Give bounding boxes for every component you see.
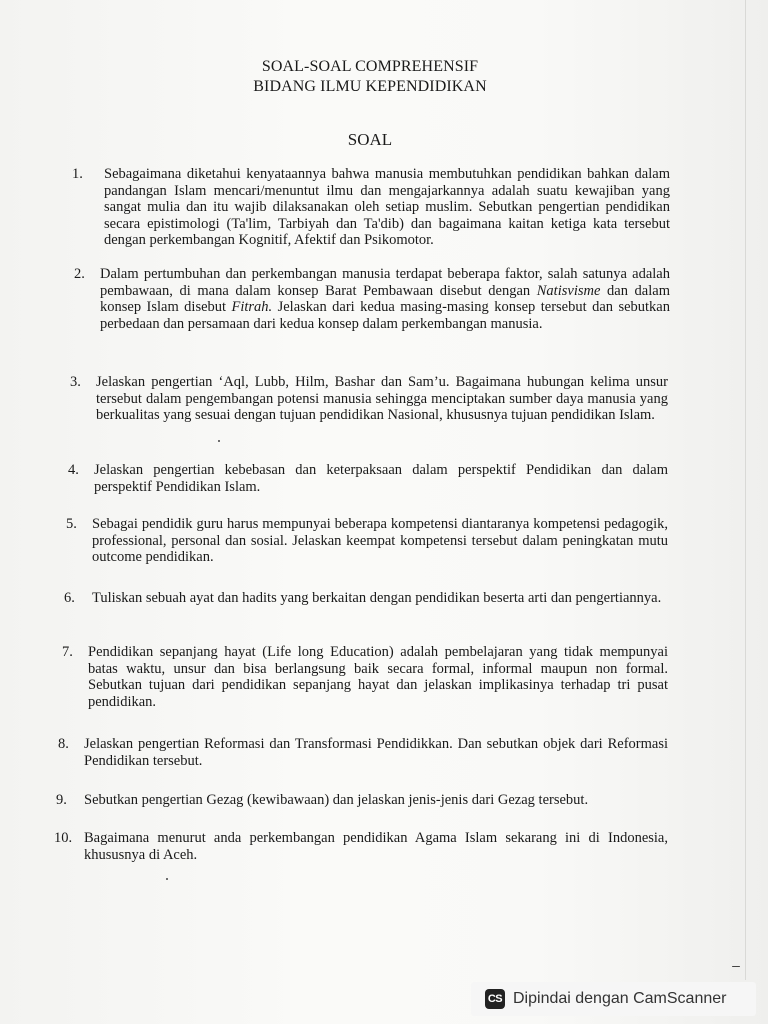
question-text: Pendidikan sepanjang hayat (Life long Education) adalah pembelajaran yang tidak mempunyai batas waktu, unsur dan bisa berlangsung baik secara formal, informal maupun non formal. Sebutkan tujuan dari pendidikan sepanjang hayat dan jelaskan implikasinya terhadap tri pusat pendidikan. — [88, 644, 668, 710]
question-text: Sebutkan pengertian Gezag (kewibawaan) dan jelaskan jenis-jenis dari Gezag tersebut. — [84, 792, 589, 808]
question-number: 5. — [66, 516, 77, 532]
camscanner-logo-icon: CS — [485, 989, 505, 1009]
scan-speck — [732, 966, 740, 967]
question-text: Dalam pertumbuhan dan perkembangan manusia terdapat beberapa faktor, salah satunya adalah pembawaan, di mana dalam konsep Barat Pembawaan disebut dengan Natisvisme dan dalam konsep Islam disebut Fitrah. Jelaskan dari kedua masing-masing konsep tersebut dan sebutkan perbedaan dan persamaan dari kedua konsep dalam perkembangan manusia. — [100, 266, 670, 332]
question-item — [56, 792, 668, 809]
question-item — [74, 266, 670, 332]
question-number: 8. — [58, 736, 69, 752]
question-text: Tuliskan sebuah ayat dan hadits yang berkaitan dengan pendidikan beserta arti dan pengertiannya. — [92, 590, 662, 606]
question-number: 9. — [56, 792, 67, 808]
question-text: Sebagai pendidik guru harus mempunyai beberapa kompetensi diantaranya kompetensi pedagogik, professional, personal dan sosial. Jelaskan keempat kompetensi tersebut dalam peningkatan mutu outcome pendidikan. — [92, 516, 668, 566]
camscanner-watermark — [471, 982, 756, 1016]
document-title-line-2: BIDANG ILMU KEPENDIDIKAN — [253, 78, 487, 95]
question-text: Jelaskan pengertian Reformasi dan Transformasi Pendidikkan. Dan sebutkan objek dari Reformasi Pendidikan tersebut. — [84, 736, 668, 769]
question-item — [68, 462, 668, 495]
question-number: 4. — [68, 462, 79, 478]
question-text: Jelaskan pengertian kebebasan dan keterpaksaan dalam perspektif Pendidikan dan dalam perspektif Pendidikan Islam. — [94, 462, 668, 495]
section-heading: SOAL — [347, 130, 393, 149]
question-number: 2. — [74, 266, 85, 282]
page-edge-shadow — [745, 0, 746, 980]
question-item — [54, 830, 668, 863]
scan-speck — [218, 440, 220, 442]
question-text: Sebagaimana diketahui kenyataannya bahwa manusia membutuhkan pendidikan bahkan dalam pandangan Islam mencari/menuntut ilmu dan mengajarkannya adalah suatu kewajiban yang sangat mulia dan itu wajib dilaksanakan oleh setiap muslim. Sebutkan pengertian pendidikan secara epistimologi (Ta'lim, Tarbiyah dan Ta'dib) dan bagaimana kaitan ketiga kata tersebut dengan perkembangan Kognitif, Afektif dan Psikomotor. — [104, 166, 670, 249]
question-text: Bagaimana menurut anda perkembangan pendidikan Agama Islam sekarang ini di Indonesia, khususnya di Aceh. — [84, 830, 668, 863]
question-item — [64, 590, 668, 607]
question-number: 7. — [62, 644, 73, 660]
document-title-line-1: SOAL-SOAL COMPREHENSIF — [261, 58, 479, 75]
question-number: 1. — [72, 166, 83, 182]
question-text: Jelaskan pengertian ‘Aql, Lubb, Hilm, Bashar dan Sam’u. Bagaimana hubungan kelima unsur tersebut dalam pengembangan potensi manusia sehingga menciptakan sumber daya manusia yang berkualitas yang sesuai dengan tujuan pendidikan Nasional, khususnya tujuan pendidikan Islam. — [96, 374, 668, 424]
question-item — [70, 374, 668, 424]
question-number: 10. — [54, 830, 73, 846]
question-item — [58, 736, 668, 769]
question-item — [66, 516, 668, 566]
question-number: 6. — [64, 590, 75, 606]
question-item — [72, 166, 670, 249]
question-item — [62, 644, 668, 710]
camscanner-label: Dipindai dengan CamScanner — [513, 990, 727, 1007]
scan-speck — [166, 878, 168, 880]
question-number: 3. — [70, 374, 81, 390]
